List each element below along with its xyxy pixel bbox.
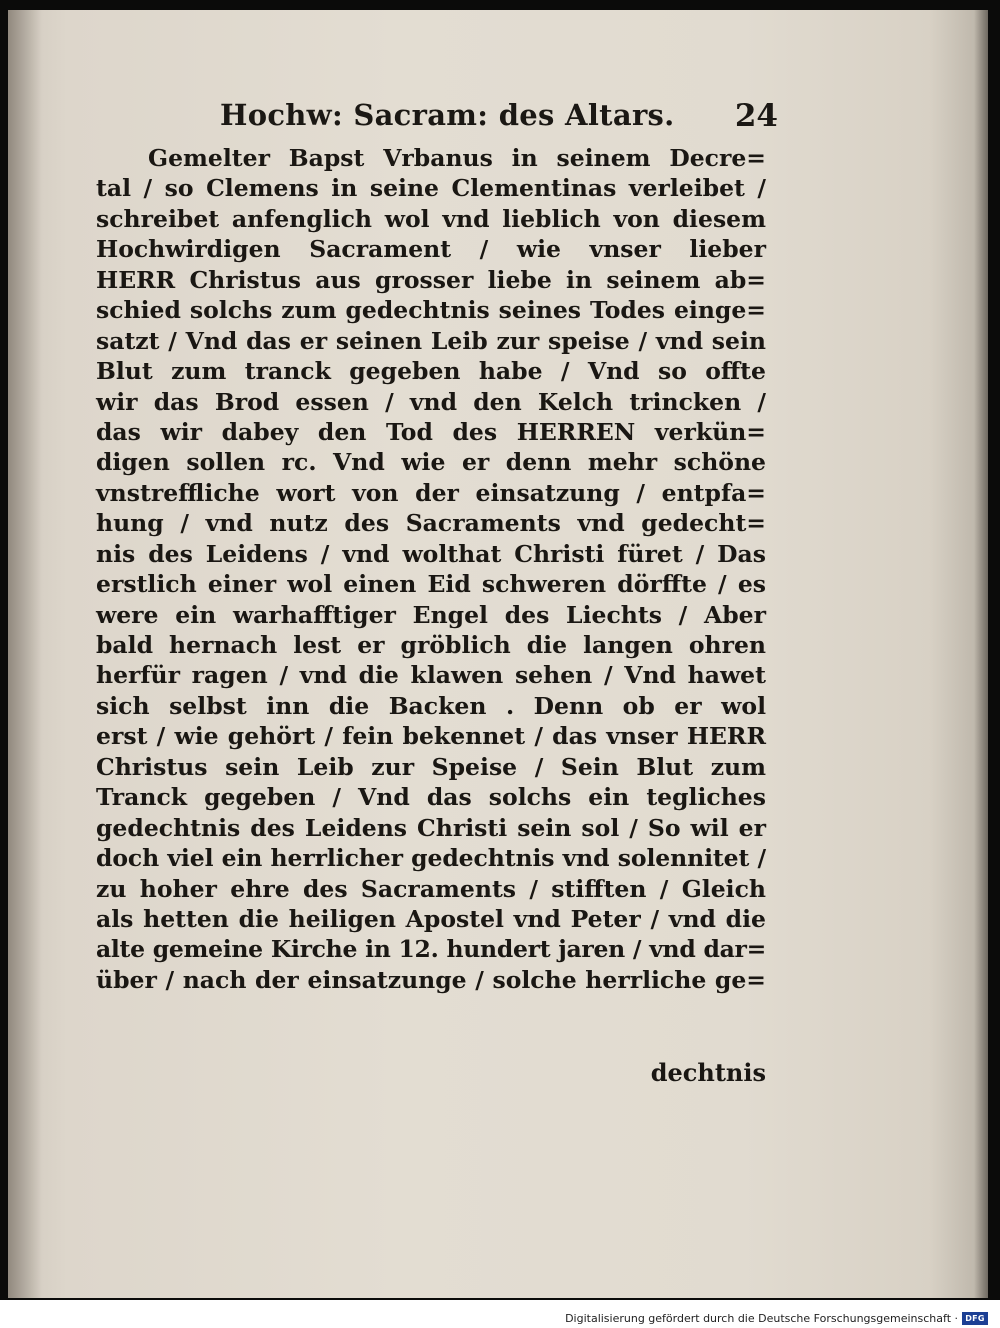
text-line: schied solchs zum gedechtnis seines Todes einge=: [96, 296, 766, 325]
text-line: zu hoher ehre des Sacraments / stifften / Gleich: [96, 874, 766, 903]
text-line: digen sollen rc. Vnd wie er denn mehr schöne: [96, 448, 766, 477]
text-line: Hochwirdigen Sacrament / wie vnser lieber: [96, 235, 766, 264]
text-line: erstlich einer wol einen Eid schweren dörffte / es: [96, 570, 766, 599]
text-line: nis des Leidens / vnd wolthat Christi füret / Das: [96, 539, 766, 568]
text-line: alte gemeine Kirche in 12. hundert jaren / vnd dar=: [96, 935, 766, 964]
text-line: über / nach der einsatzunge / solche herrliche ge=: [96, 965, 766, 994]
body-text: [96, 143, 766, 995]
text-line: bald hernach lest er gröblich die langen ohren: [96, 631, 766, 659]
text-line: als hetten die heiligen Apostel vnd Peter / vnd die: [96, 904, 766, 933]
gutter-shadow: [8, 10, 42, 1298]
text-line: schreibet anfenglich wol vnd lieblich von diesem: [96, 204, 766, 233]
digitization-credit: Digitalisierung gefördert durch die Deutsche Forschungsgemeinschaft ·: [565, 1312, 958, 1325]
text-line: hung / vnd nutz des Sacraments vnd gedecht=: [96, 509, 766, 538]
text-line: Christus sein Leib zur Speise / Sein Blut zum: [96, 752, 766, 781]
text-line: HERR Christus aus grosser liebe in seinem ab=: [96, 265, 766, 294]
catchword: dechtnis: [650, 1058, 766, 1087]
text-line: gedechtnis des Leidens Christi sein sol / So wil er: [96, 813, 766, 842]
text-line: herfür ragen / vnd die klawen sehen / Vnd hawet: [96, 661, 766, 690]
text-line: Gemelter Bapst Vrbanus in seinem Decre=: [148, 144, 766, 172]
dfg-logo: DFG: [962, 1312, 988, 1325]
text-line: sich selbst inn die Backen . Denn ob er wol: [96, 691, 766, 720]
running-head: Hochw: Sacram: des Altars.: [220, 98, 675, 132]
text-line: erst / wie gehört / fein bekennet / das vnser HERR: [96, 722, 766, 751]
text-line: Blut zum tranck gegeben habe / Vnd so offte: [96, 357, 766, 386]
text-line: Tranck gegeben / Vnd das solchs ein tegliches: [96, 783, 766, 812]
text-line: vnstreffliche wort von der einsatzung / entpfa=: [96, 478, 766, 507]
text-line: doch viel ein herrlicher gedechtnis vnd solennitet /: [96, 844, 766, 873]
page-number: 24: [734, 98, 778, 134]
text-line: tal / so Clemens in seine Clementinas verleibet /: [96, 174, 766, 203]
text-line: satzt / Vnd das er seinen Leib zur speise / vnd sein: [96, 326, 766, 355]
text-line: were ein warhafftiger Engel des Liechts / Aber: [96, 600, 766, 629]
text-line: wir das Brod essen / vnd den Kelch trincken /: [96, 387, 766, 416]
text-line: das wir dabey den Tod des HERREN verkün=: [96, 417, 766, 446]
page-edge: [974, 10, 988, 1298]
